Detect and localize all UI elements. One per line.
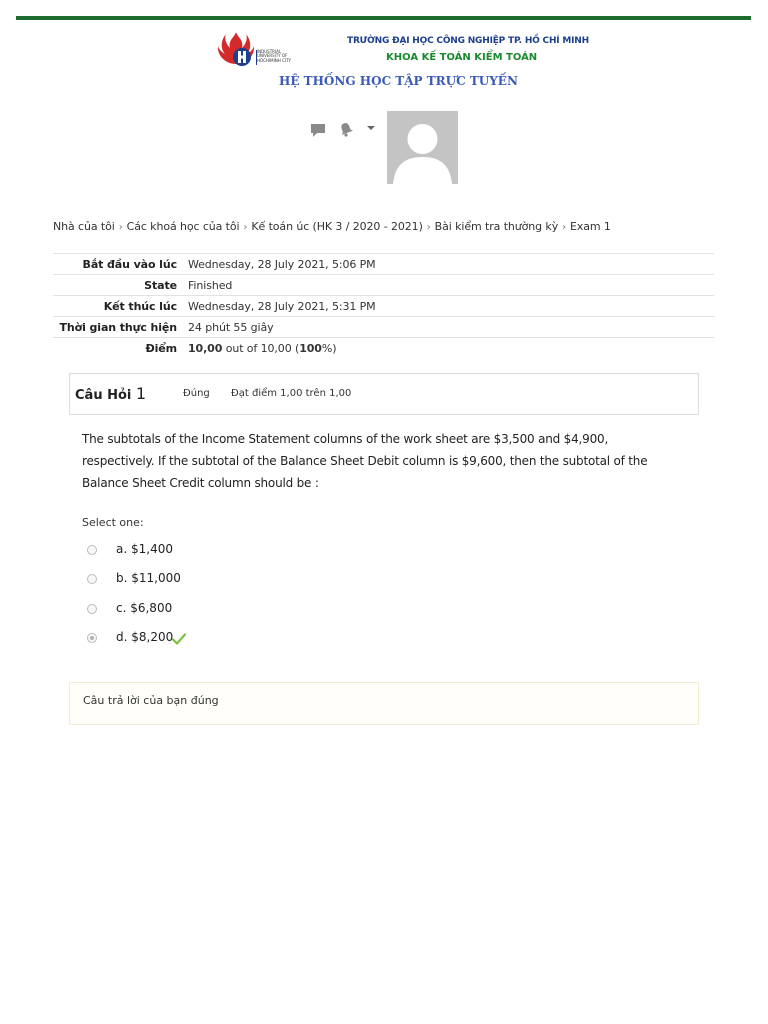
grade-label: Điểm [53,338,188,359]
time-value: 24 phút 55 giây [188,317,714,338]
logo-subtext: INDUSTRIAL UNIVERSITY OF HOCHIMINH CITY [257,49,291,63]
user-avatar[interactable] [387,111,458,184]
select-one-prompt: Select one: [82,516,144,529]
state-label: State [53,275,188,296]
answer-label-a: a. $1,400 [116,542,173,556]
question-number: 1 [135,384,147,403]
completed-value: Wednesday, 28 July 2021, 5:31 PM [188,296,714,317]
summary-row-time [53,317,714,338]
chevron-right-icon: › [562,222,567,233]
faculty-name: KHOA KẾ TOÁN KIỂM TOÁN [386,52,538,63]
chevron-right-icon: › [118,222,123,233]
grade-end: %) [321,341,337,355]
completed-label: Kết thúc lúc [53,296,188,317]
radio-c[interactable] [87,604,97,614]
chevron-right-icon: › [243,222,248,233]
grade-percent: 100 [299,341,322,355]
started-value: Wednesday, 28 July 2021, 5:06 PM [188,254,714,275]
user-silhouette-icon [387,111,458,184]
grade-value [188,338,714,359]
bell-icon[interactable] [338,121,354,137]
question-state: Đúng [183,388,210,399]
message-icon[interactable] [310,122,326,138]
radio-b[interactable] [87,574,97,584]
summary-row-grade [53,338,714,359]
feedback-box [69,682,699,725]
state-value: Finished [188,275,714,296]
time-label: Thời gian thực hiện [53,317,188,338]
breadcrumb-section[interactable]: Bài kiểm tra thường kỳ [434,220,559,233]
summary-row-started [53,254,714,275]
chevron-right-icon: › [426,222,431,233]
system-name: HỆ THỐNG HỌC TẬP TRỰC TUYẾN [279,74,518,88]
question-title [75,384,146,403]
question-text: The subtotals of the Income Statement columns of the work sheet are $3,500 and $4,900, respectively. If the subtotal of the Balance Sheet Debit column is $9,600, then the subtotal of the Balance Sheet Credit column should be : [82,432,648,490]
question-info-box [69,373,699,415]
answer-option-a[interactable] [85,542,385,560]
feedback-text: Câu trả lời của bạn đúng [83,694,219,707]
answer-option-d[interactable] [85,630,385,648]
answer-option-c[interactable] [85,601,385,619]
breadcrumb-my-courses[interactable]: Các khoá học của tôi [126,220,240,233]
answer-option-b[interactable] [85,571,385,589]
answer-label-b: b. $11,000 [116,571,181,585]
summary-row-completed [53,296,714,317]
university-logo[interactable] [216,30,296,70]
answer-label-d: d. $8,200 [116,630,174,644]
breadcrumb-course[interactable]: Kế toán úc (HK 3 / 2020 - 2021) [251,220,423,233]
chevron-down-icon[interactable] [366,124,376,132]
breadcrumb [53,220,611,233]
radio-a[interactable] [87,545,97,555]
question-label: Câu Hỏi [75,388,132,403]
started-label: Bắt đầu vào lúc [53,254,188,275]
question-grade: Đạt điểm 1,00 trên 1,00 [231,388,352,399]
radio-d[interactable] [87,633,97,643]
school-name: TRƯỜNG ĐẠI HỌC CÔNG NGHIỆP TP. HỒ CHÍ MINH [347,36,589,46]
grade-score: 10,00 [188,341,223,355]
attempt-summary-table [53,253,714,358]
grade-mid: out of 10,00 ( [222,341,300,355]
breadcrumb-home[interactable]: Nhà của tôi [53,220,115,233]
correct-check-icon [172,633,186,645]
breadcrumb-exam[interactable]: Exam 1 [570,220,611,233]
top-bar [16,16,751,20]
answer-label-c: c. $6,800 [116,601,173,615]
summary-row-state [53,275,714,296]
